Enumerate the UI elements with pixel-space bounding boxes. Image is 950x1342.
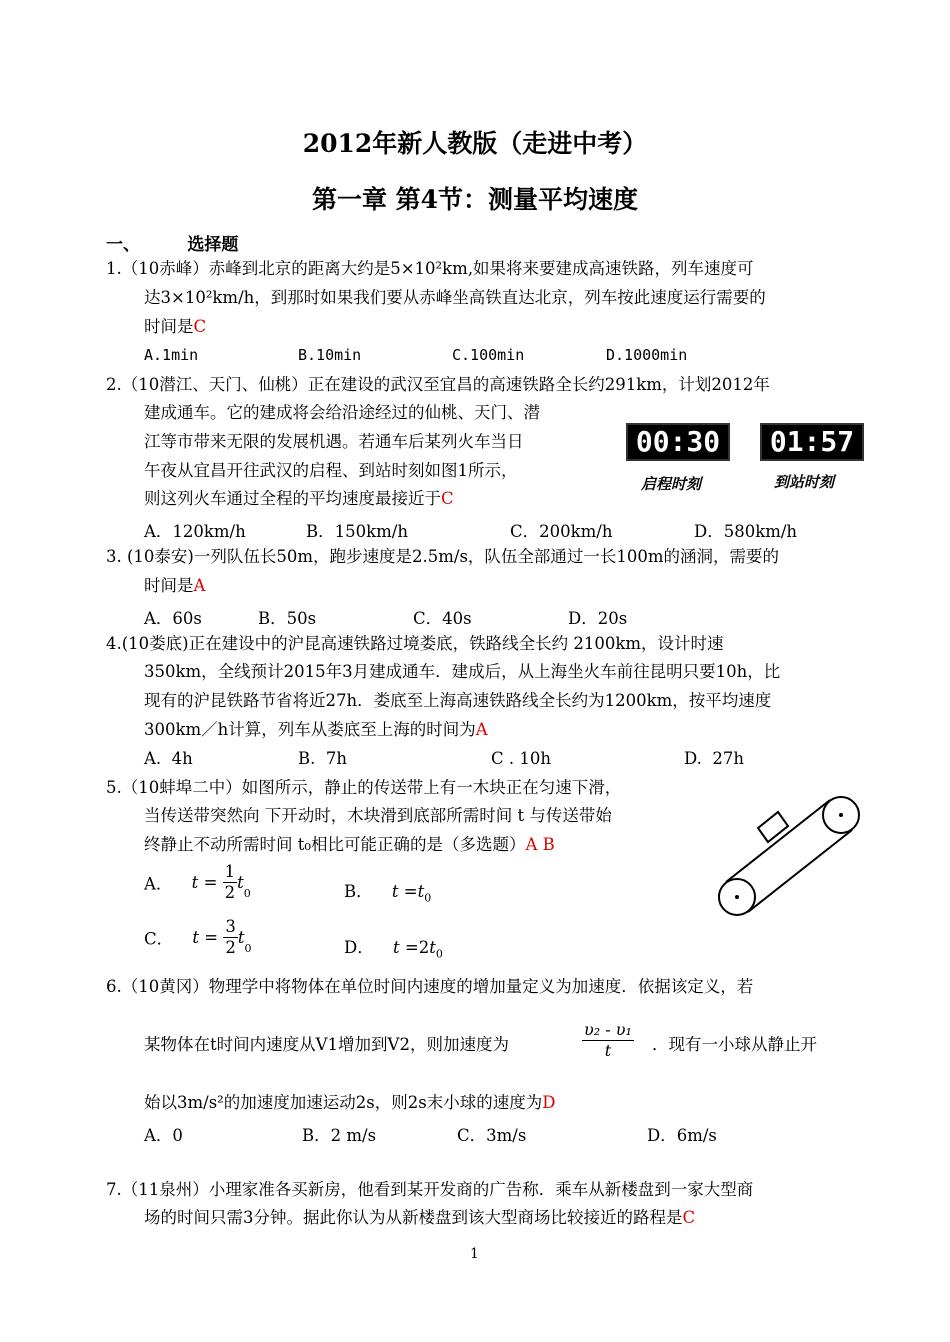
q2-option-c: C．200km/h [510, 522, 613, 541]
q5-option-c: C． t = $\frac{3}{2}$ $t_0$ [144, 917, 252, 957]
q7-answer: C [682, 1208, 696, 1227]
q1-option-b: B.10min [298, 346, 362, 364]
q6-line1: 6.（10黄冈）物理学中将物体在单位时间内速度的增加量定义为加速度．依据该定义，若 [106, 977, 754, 996]
q4-option-b: B. 7h [298, 749, 347, 768]
q5-option-b: B． $t =t_0$ [344, 882, 432, 905]
q1-answer: C [193, 317, 207, 336]
q1-line2: 达3×10²km/h，到那时如果我们要从赤峰坐高铁直达北京，列车按此速度运行需要的 [144, 288, 766, 307]
q3-line1: 3. (10泰安)一列队伍长50m，跑步速度是2.5m/s，队伍全部通过一长100m的涵洞，需要的 [106, 547, 780, 566]
q2-option-b: B．150km/h [306, 522, 408, 541]
q4-line1: 4.(10娄底)正在建设中的沪昆高速铁路过境娄底，铁路线全长约 2100km，设计时速 [106, 634, 724, 653]
acceleration-formula: $\frac{\text{υ₂ - υ₁}}{t}$ [584, 1020, 632, 1060]
q3-line2: 时间是A [144, 576, 206, 595]
q5-option-d: D． $t =2t_0$ [344, 938, 443, 961]
q4-option-d: D. 27h [684, 749, 744, 768]
q2-line4: 午夜从宜昌开往武汉的启程、到站时刻如图1所示， [144, 461, 518, 480]
q2-answer: C [441, 489, 454, 508]
q6-line3: 始以3m/s²的加速度加速运动2s，则2s末小球的速度为D [144, 1093, 556, 1112]
q4-line2: 350km，全线预计2015年3月建成通车．建成后，从上海坐火车前往昆明只要10h，比 [144, 662, 781, 681]
q3-answer: A [193, 576, 206, 595]
arrival-clock: 01:57 [760, 423, 864, 461]
q6-line2a: 某物体在t时间内速度从V1增加到V2，则加速度为 [144, 1035, 509, 1054]
q2-option-a: A．120km/h [144, 522, 246, 541]
q4-line3: 现有的沪昆铁路节省将近27h．娄底至上海高速铁路线全长约为1200km，按平均速度 [144, 691, 772, 710]
document-title: 2012年新人教版（走进中考） [302, 129, 648, 158]
q2-line2: 建成通车。它的建成将会给沿途经过的仙桃、天门、潜 [144, 403, 540, 422]
section-heading: 一、 选择题 [106, 235, 239, 255]
q6-option-b: B．2 m/s [302, 1126, 377, 1145]
belt-lower [748, 830, 852, 912]
q5-line3: 终静止不动所需时间 t₀相比可能正确的是（多选题）A B [144, 835, 555, 854]
q3-option-c: C．40s [413, 609, 472, 628]
page-number: 1 [470, 1246, 479, 1262]
departure-clock: 00:30 [626, 423, 730, 461]
q7-line2: 场的时间只需3分钟。据此你认为从新楼盘到该大型商场比较接近的路程是C [144, 1208, 696, 1227]
q5-option-a: A． t = $\frac{1}{2}$ $t_0$ [144, 862, 251, 902]
q6-line2b: ．现有一小球从静止开 [652, 1035, 817, 1054]
departure-caption: 启程时刻 [641, 475, 702, 493]
q4-option-c: C . 10h [491, 749, 551, 768]
q1-option-d: D.1000min [606, 346, 688, 364]
q3-option-d: D．20s [568, 609, 628, 628]
q2-line1: 2.（10潜江、天门、仙桃）正在建设的武汉至宜昌的高速铁路全长约291km，计划2012年 [106, 375, 770, 394]
q1-option-c: C.100min [452, 346, 525, 364]
q2-option-d: D．580km/h [694, 522, 798, 541]
q7-line1: 7.（11泉州）小理家准各买新房，他看到某开发商的广告称．乘车从新楼盘到一家大型商 [106, 1180, 754, 1199]
q5-line1: 5.（10蚌埠二中）如图所示，静止的传送带上有一木块正在匀速下滑， [106, 778, 622, 797]
q3-option-b: B．50s [258, 609, 317, 628]
q6-answer: D [542, 1093, 556, 1112]
q4-line4: 300km／h计算，列车从娄底至上海的时间为A [144, 720, 488, 739]
q6-option-c: C．3m/s [457, 1126, 527, 1145]
q3-option-a: A．60s [144, 609, 202, 628]
q6-option-a: A．0 [144, 1126, 183, 1145]
q2-line5: 则这列火车通过全程的平均速度最接近于C [144, 489, 454, 508]
q5-answer: A B [525, 835, 555, 854]
q4-option-a: A. 4h [144, 749, 193, 768]
conveyor-belt-diagram [712, 790, 872, 920]
q1-line1: 1.（10赤峰）赤峰到北京的距离大约是5×10²km,如果将来要建成高速铁路，列车速度可 [106, 259, 754, 278]
q4-answer: A [475, 720, 488, 739]
q5-line2: 当传送带突然向 下开动时，木块滑到底部所需时间 t 与传送带始 [144, 806, 612, 825]
q1-option-a: A.1min [144, 346, 199, 364]
q1-line3: 时间是C [144, 317, 207, 336]
q2-line3: 江等市带来无限的发展机遇。若通车后某列火车当日 [144, 432, 524, 451]
q6-option-d: D．6m/s [647, 1126, 717, 1145]
arrival-caption: 到站时刻 [774, 473, 835, 491]
chapter-title: 第一章 第4节：测量平均速度 [311, 185, 639, 214]
